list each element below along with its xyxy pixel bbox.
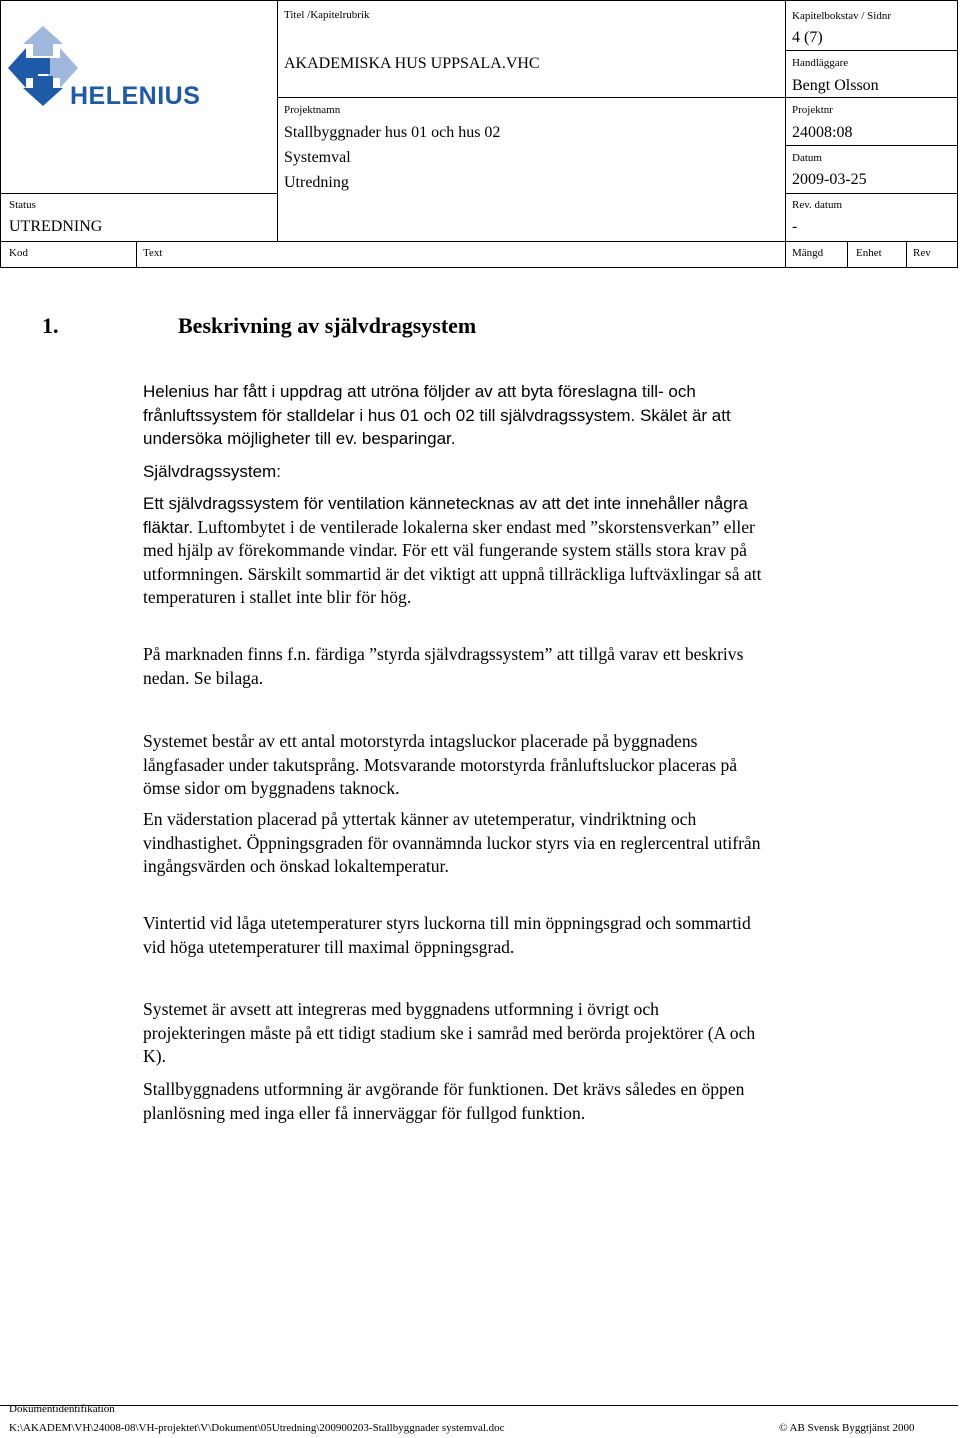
investigation-text: Utredning (284, 174, 349, 191)
p3-part-b: Luftombytet i de ventilerade lokalerna sker endast med ”skorstensverkan” eller med hjälp av förekommande vindar. För ett väl fungerande system ställs stora krav på utformningen. Särskilt sommartid är det viktigt att uppnå tillräckliga luftväxlingar så att temperaturen i stallet inte blir för hög. (143, 516, 762, 608)
page-value: 4 (7) (792, 29, 823, 46)
paragraph-3 (143, 492, 763, 610)
page-separator (785, 50, 958, 51)
paragraph-1 (143, 380, 763, 451)
heading-text: Beskrivning av självdragsystem (178, 313, 477, 338)
p1-part-a: Helenius har fått i uppdrag att utröna följder av att byta föreslagna till- och frånluftssystem för stalldelar i hus 01 och 02 till självdragssystem. (143, 382, 696, 425)
header-bottom-border (0, 267, 958, 268)
system-choice-text: Systemval (284, 149, 351, 166)
date-separator (785, 193, 958, 194)
paragraph-5: Systemet består av ett antal motorstyrda intagsluckor placerade på byggnadens långfasader under takutsprång. Motsvarande motorstyrda frånluftsluckor placeras på ömse sidor om byggnadens taknock. (143, 731, 738, 799)
col-divider-kod (136, 241, 137, 268)
handler-separator (785, 97, 958, 98)
col-code: Kod (9, 247, 28, 259)
col-quantity: Mängd (792, 247, 824, 259)
paragraph-7: Vintertid vid låga utetemperaturer styrs luckorna till min öppningsgrad och sommartid vid höga utetemperaturer till maximal öppningsgrad. (143, 913, 751, 957)
paragraph-9: Stallbyggnadens utformning är avgörande för funktionen. Det krävs således en öppen planlösning med inga eller få innerväggar för fullgod funktion. (143, 1079, 745, 1123)
rev-date-value: - (792, 218, 798, 235)
title-separator (277, 97, 786, 98)
handler-label: Handläggare (792, 57, 849, 69)
logo-divider (277, 0, 278, 242)
projno-separator (785, 145, 958, 146)
p1-part-b: Skälet är att undersöka möjligheter till ev. besparingar. (143, 405, 731, 449)
page-label: Kapitelbokstav / Sidnr (792, 10, 891, 22)
paragraph-8: Systemet är avsett att integreras med byggnadens utformning i övrigt och projekteringen måste på ett tidigt stadium ske i samråd med berörda projektörer (A och K). (143, 999, 756, 1067)
status-value: UTREDNING (9, 218, 103, 235)
helenius-logo-icon (8, 26, 78, 106)
copyright: © AB Svensk Byggtjänst 2000 (779, 1422, 915, 1434)
p3-part-a: Ett självdragssystem för ventilation kännetecknas av att det inte innehåller några fläktar. (143, 494, 748, 537)
heading-number: 1. (42, 313, 59, 338)
paragraph-label: Självdragssystem: (143, 462, 281, 481)
doc-id-label: Dokumentidentifikation (9, 1403, 115, 1415)
col-unit: Enhet (856, 247, 882, 259)
col-text: Text (143, 247, 163, 259)
project-no-label: Projektnr (792, 104, 833, 116)
project-name-value: Stallbyggnader hus 01 och hus 02 (284, 124, 501, 141)
logo-bottom-separator (0, 193, 277, 194)
header-right-border (957, 0, 958, 268)
col-rev: Rev (913, 247, 931, 259)
handler-value: Bengt Olsson (792, 77, 879, 94)
paragraph-4: På marknaden finns f.n. färdiga ”styrda självdragssystem” att tillgå varav ett beskrivs nedan. Se bilaga. (143, 644, 744, 688)
title-value: AKADEMISKA HUS UPPSALA.VHC (284, 55, 540, 72)
project-name-label: Projektnamn (284, 104, 341, 116)
paragraph-6: En väderstation placerad på yttertak känner av utetemperatur, vindriktning och vindhastighet. Öppningsgraden för ovannämnda luckor styrs via en reglercentral utifrån ingångsvärden och önskad lokaltemperatur. (143, 809, 761, 877)
col-divider-mangd (847, 241, 848, 268)
doc-path: K:\AKADEM\VH\24008-08\VH-projektet\V\Dokument\05Utredning\200900203-Stallbyggnader systemval.doc (9, 1422, 505, 1434)
status-label: Status (9, 199, 36, 211)
header-top-border (0, 0, 958, 1)
date-label: Datum (792, 152, 822, 164)
project-no-value: 24008:08 (792, 124, 853, 141)
logo-text: HELENIUS (70, 82, 201, 110)
col-divider-enhet (906, 241, 907, 268)
header-left-border (0, 0, 1, 268)
title-label: Titel /Kapitelrubrik (284, 9, 370, 21)
footer-separator (0, 1405, 958, 1406)
right-col-divider (785, 0, 786, 268)
rev-date-label: Rev. datum (792, 199, 842, 211)
date-value: 2009-03-25 (792, 171, 867, 188)
columns-top-separator (0, 241, 958, 242)
